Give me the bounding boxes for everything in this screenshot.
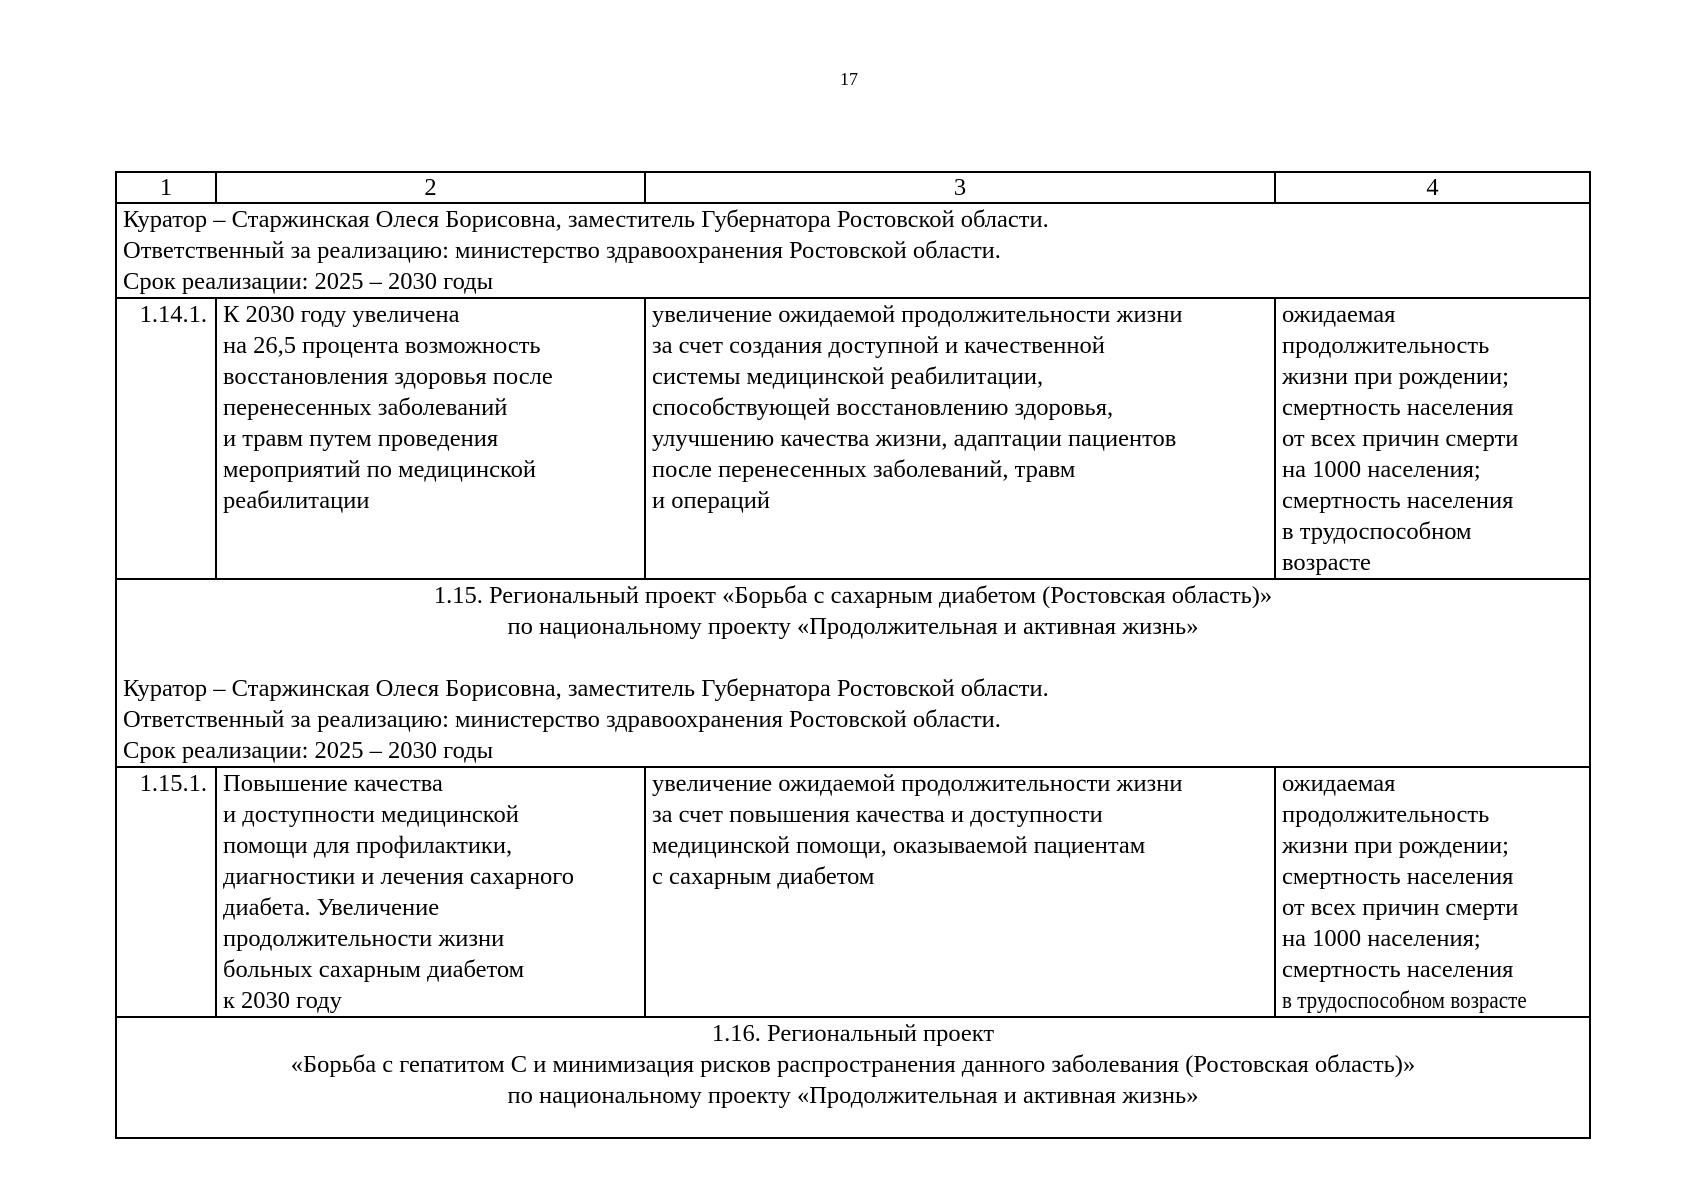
task-number: 1.14.1. xyxy=(116,298,216,579)
project-subtitle: по национальному проекту «Продолжительная и активная жизнь» xyxy=(507,613,1199,640)
projects-table xyxy=(115,171,1591,1139)
text-line: от всех причин смерти xyxy=(1282,894,1519,921)
text-line: к 2030 году xyxy=(223,987,342,1014)
text-line: с сахарным диабетом xyxy=(652,863,875,890)
project-1-16-header-row xyxy=(116,1017,1590,1138)
text-line: за счет создания доступной и качественной xyxy=(652,332,1105,359)
text-line: на 1000 населения; xyxy=(1282,456,1481,483)
project-1-15-header xyxy=(116,579,1590,767)
column-number-row xyxy=(116,172,1590,203)
text-line: и операций xyxy=(652,487,770,514)
text-line: восстановления здоровья после xyxy=(223,363,553,390)
task-indicators xyxy=(1275,767,1590,1017)
text-line: системы медицинской реабилитации, xyxy=(652,363,1044,390)
text-line: возрасте xyxy=(1282,549,1371,576)
text-line: улучшению качества жизни, адаптации пациентов xyxy=(652,425,1177,452)
text-line: продолжительность xyxy=(1282,801,1490,828)
project-1-15-header-row xyxy=(116,579,1590,767)
project-1-14-info-row xyxy=(116,203,1590,298)
term-line: Срок реализации: 2025 – 2030 годы xyxy=(123,737,494,764)
curator-line: Куратор – Старжинская Олеся Борисовна, заместитель Губернатора Ростовской области. xyxy=(123,675,1049,702)
task-effect xyxy=(645,298,1275,579)
text-line: за счет повышения качества и доступности xyxy=(652,801,1103,828)
project-title-continued: «Борьба с гепатитом С и минимизация рисков распространения данного заболевания (Ростовская область)» xyxy=(290,1051,1416,1078)
text-line: после перенесенных заболеваний, травм xyxy=(652,456,1076,483)
project-title: 1.15. Региональный проект «Борьба с сахарным диабетом (Ростовская область)» xyxy=(433,582,1273,609)
text-line: смертность населения xyxy=(1282,956,1514,983)
text-line: мероприятий по медицинской xyxy=(223,456,537,483)
text-line: жизни при рождении; xyxy=(1282,363,1509,390)
condensed-text: в трудоспособном возрасте xyxy=(1282,987,1527,1014)
text-line: на 1000 населения; xyxy=(1282,925,1481,952)
task-effect xyxy=(645,767,1275,1017)
text-line: ожидаемая xyxy=(1282,770,1396,797)
page-number: 17 xyxy=(840,69,858,89)
text-line: смертность населения xyxy=(1282,394,1514,421)
text-line: на 26,5 процента возможность xyxy=(223,332,541,359)
text-line: в трудоспособном xyxy=(1282,518,1472,545)
task-indicators xyxy=(1275,298,1590,579)
project-title: 1.16. Региональный проект xyxy=(711,1020,995,1047)
text-line: Повышение качества xyxy=(223,770,443,797)
text-line: жизни при рождении; xyxy=(1282,832,1509,859)
text-line: диабета. Увеличение xyxy=(223,894,440,921)
blank-line xyxy=(123,1111,1583,1137)
text-line: медицинской помощи, оказываемой пациентам xyxy=(652,832,1146,859)
blank-line xyxy=(123,642,1583,673)
column-number-3: 3 xyxy=(645,172,1275,203)
text-line: ожидаемая xyxy=(1282,301,1396,328)
text-line: реабилитации xyxy=(223,487,370,514)
text-line: способствующей восстановлению здоровья, xyxy=(652,394,1114,421)
text-line: смертность населения xyxy=(1282,863,1514,890)
text-line: помощи для профилактики, xyxy=(223,832,513,859)
text-line: от всех причин смерти xyxy=(1282,425,1519,452)
text-line: продолжительности жизни xyxy=(223,925,505,952)
project-1-14-info xyxy=(116,203,1590,298)
task-description xyxy=(216,767,645,1017)
task-number: 1.15.1. xyxy=(116,767,216,1017)
responsible-line: Ответственный за реализацию: министерство здравоохранения Ростовской области. xyxy=(123,706,1001,733)
project-subtitle: по национальному проекту «Продолжительная и активная жизнь» xyxy=(507,1082,1199,1109)
text-line: увеличение ожидаемой продолжительности жизни xyxy=(652,301,1183,328)
text-line: и доступности медицинской xyxy=(223,801,519,828)
text-line: перенесенных заболеваний xyxy=(223,394,508,421)
text-line: увеличение ожидаемой продолжительности жизни xyxy=(652,770,1183,797)
text-line: и травм путем проведения xyxy=(223,425,499,452)
text-line xyxy=(1282,985,1583,1016)
text-line: смертность населения xyxy=(1282,487,1514,514)
task-description xyxy=(216,298,645,579)
text-line: К 2030 году увеличена xyxy=(223,301,460,328)
column-number-2: 2 xyxy=(216,172,645,203)
project-1-16-header xyxy=(116,1017,1590,1138)
task-row-1-14-1 xyxy=(116,298,1590,579)
text-line: больных сахарным диабетом xyxy=(223,956,525,983)
curator-line: Куратор – Старжинская Олеся Борисовна, заместитель Губернатора Ростовской области. xyxy=(123,206,1049,233)
text-line: диагностики и лечения сахарного xyxy=(223,863,574,890)
task-row-1-15-1 xyxy=(116,767,1590,1017)
column-number-1: 1 xyxy=(116,172,216,203)
term-line: Срок реализации: 2025 – 2030 годы xyxy=(123,268,494,295)
column-number-4: 4 xyxy=(1275,172,1590,203)
text-line: продолжительность xyxy=(1282,332,1490,359)
responsible-line: Ответственный за реализацию: министерство здравоохранения Ростовской области. xyxy=(123,237,1001,264)
